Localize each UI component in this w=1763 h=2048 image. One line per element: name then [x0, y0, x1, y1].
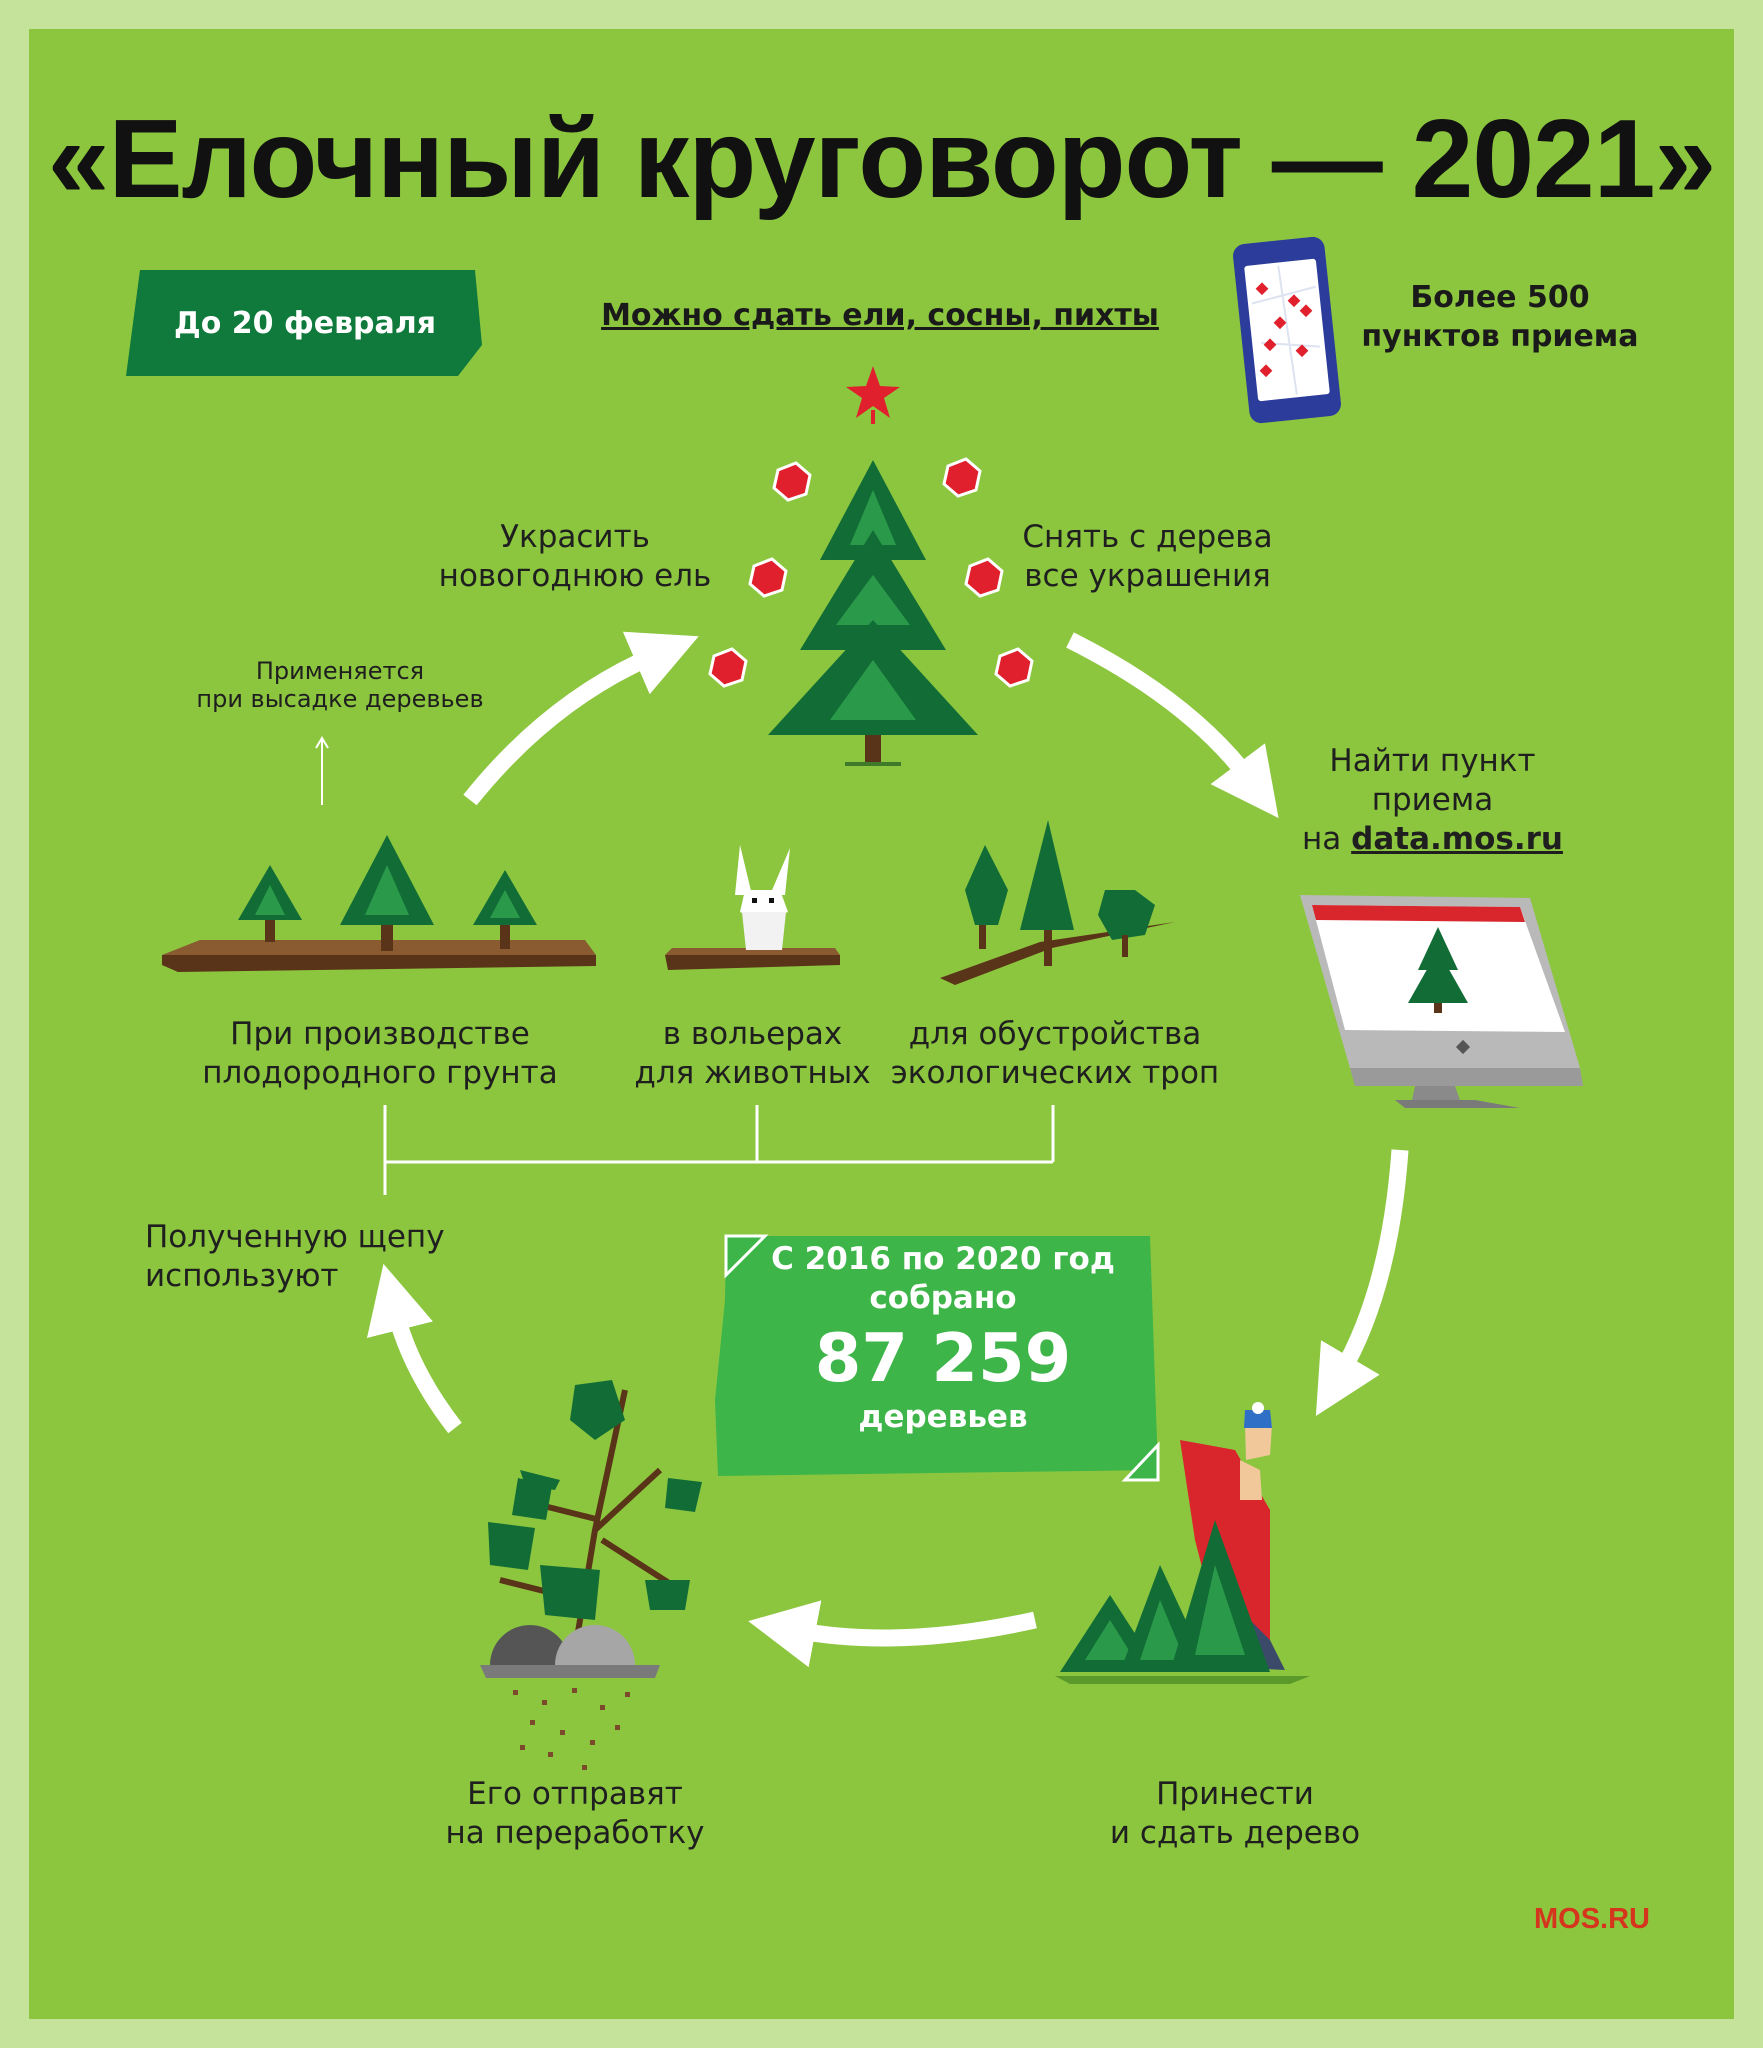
computer-icon	[1300, 895, 1583, 1108]
eco-trail-icon	[940, 820, 1175, 985]
usage-eco-trails-line1: для обустройства	[908, 1016, 1202, 1052]
usage-title: Полученную щепу используют	[145, 1219, 445, 1294]
step-decorate-line2: новогоднюю ель	[438, 558, 712, 594]
step-decorate-line1: Украсить	[500, 519, 650, 555]
step-recycle-line2: на переработку	[445, 1815, 705, 1851]
stat-number: 87 259	[814, 1319, 1072, 1397]
arrow-to-usage	[395, 1310, 455, 1428]
step-bring-line2: и сдать дерево	[1109, 1815, 1361, 1851]
deadline-label: До 20 февраля	[173, 305, 437, 341]
usage-soil	[195, 1015, 565, 1093]
arrow-to-find	[1070, 640, 1250, 780]
usage-enclosures-line1: в вольерах	[662, 1016, 843, 1052]
usage-bracket	[385, 1105, 1053, 1195]
usage-eco-trails-line2: экологических троп	[890, 1055, 1220, 1091]
planting-note-line2: при высадке деревьев	[196, 685, 484, 713]
step-remove-line1: Снять с дерева	[1022, 519, 1273, 555]
step-find-line1: Найти пункт	[1329, 743, 1536, 779]
planting-note	[190, 657, 490, 713]
step-find	[1280, 742, 1585, 859]
planting-arrow	[316, 738, 328, 805]
mos-ru-logo[interactable]: MOS.RU	[1534, 1903, 1650, 1935]
phone-map-icon	[1232, 236, 1342, 425]
usage-soil-line1: При производстве	[230, 1016, 530, 1052]
step-recycle	[425, 1775, 725, 1853]
stat-text	[718, 1240, 1168, 1437]
stat-period: С 2016 по 2020 год	[771, 1241, 1115, 1277]
decorated-tree-icon	[710, 366, 1032, 766]
step-find-line3	[1280, 820, 1585, 859]
rabbit-icon	[665, 845, 840, 970]
usage-soil-line2: плодородного грунта	[202, 1055, 558, 1091]
step-find-prefix: на	[1302, 821, 1342, 857]
stat-collected: собрано	[869, 1280, 1017, 1316]
arrow-to-decorate	[470, 655, 655, 800]
shredder-tree-icon	[480, 1380, 702, 1770]
data-mos-ru-link[interactable]: data.mos.ru	[1351, 821, 1563, 857]
page-title: «Елочный круговорот — 2021»	[47, 97, 1716, 221]
arrow-to-recycle	[795, 1620, 1035, 1638]
stat-unit: деревьев	[858, 1399, 1028, 1435]
step-bring	[1085, 1775, 1385, 1853]
collection-points-info	[1350, 278, 1650, 356]
accepted-trees-subtitle: Можно сдать ели, сосны, пихты	[601, 298, 1159, 333]
planting-note-line1: Применяется	[255, 657, 425, 685]
step-remove	[1000, 518, 1295, 596]
step-recycle-line1: Его отправят	[467, 1776, 683, 1812]
step-find-line2: приема	[1371, 782, 1494, 818]
soil-trees-icon	[162, 835, 596, 972]
arrow-to-bring	[1340, 1150, 1400, 1375]
collection-points-count: Более 500	[1410, 280, 1590, 315]
collection-points-label: пунктов приема	[1361, 319, 1639, 354]
usage-enclosures-line2: для животных	[634, 1055, 871, 1091]
usage-eco-trails	[890, 1015, 1220, 1093]
step-decorate	[420, 518, 730, 596]
usage-enclosures	[630, 1015, 875, 1093]
step-remove-line2: все украшения	[1024, 558, 1271, 594]
step-bring-line1: Принести	[1156, 1776, 1314, 1812]
